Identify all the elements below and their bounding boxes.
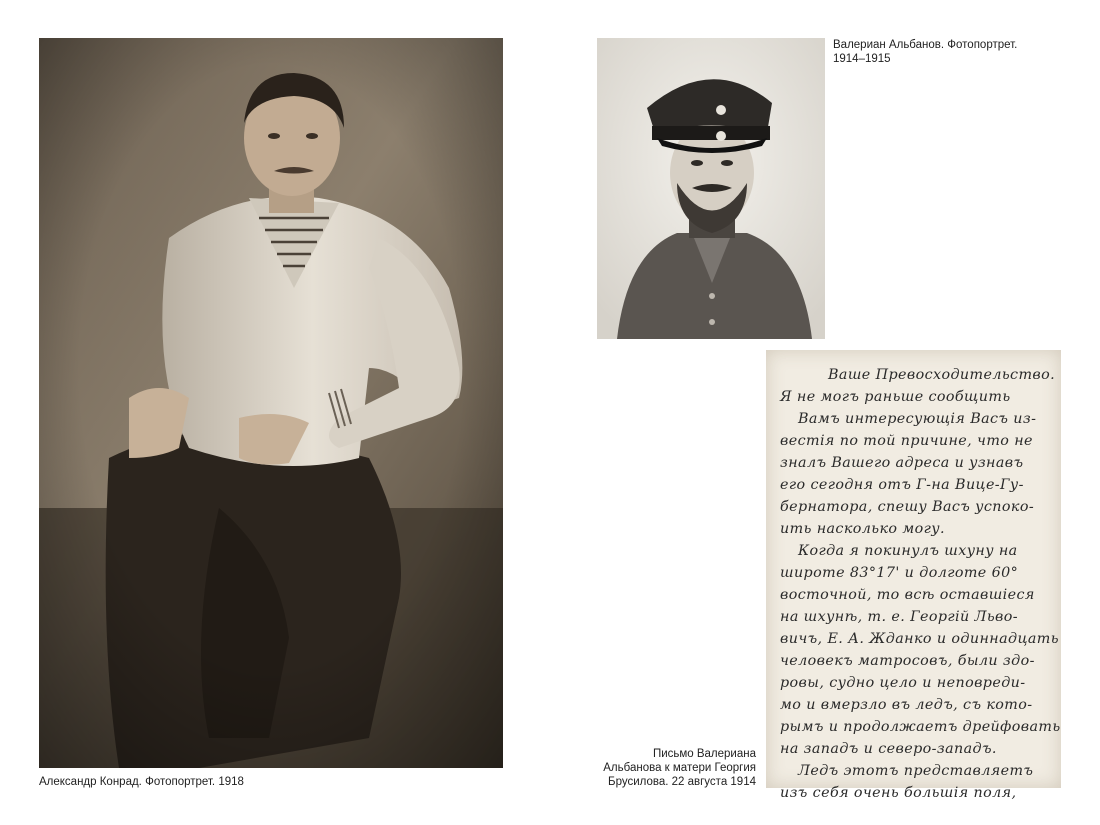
albanov-caption-line-1: Валериан Альбанов. Фотопортрет. xyxy=(833,39,1018,51)
letter-line: ровы, судно цело и неповреди- xyxy=(780,675,1026,691)
letter-line: рымъ и продолжаетъ дрейфовать xyxy=(780,719,1061,735)
letter-line: широте 83°17' и долготе 60° xyxy=(780,565,1019,581)
letter-line: восточной, то всѣ оставшіеся xyxy=(780,587,1035,603)
letter-line: на шхунѣ, т. е. Георгій Льво- xyxy=(780,609,1019,625)
letter-line: на западъ и северо-западъ. xyxy=(780,741,997,757)
conrad-photo-caption: Александр Конрад. Фотопортрет. 1918 xyxy=(39,776,244,788)
albanov-portrait-photo xyxy=(597,38,825,339)
letter-line: мо и вмерзло въ ледъ, съ кото- xyxy=(780,697,1033,713)
albanov-photo-caption xyxy=(833,38,1053,66)
letter-line: Когда я покинулъ шхуну на xyxy=(798,543,1018,559)
handwritten-letter-photo xyxy=(766,350,1061,801)
letter-line: человекъ матросовъ, были здо- xyxy=(780,653,1035,669)
letter-caption-line-3: Брусилова. 22 августа 1914 xyxy=(608,776,756,788)
letter-line: зналъ Вашего адреса и узнавъ xyxy=(780,455,1024,471)
letter-caption-line-2: Альбанова к матери Георгия xyxy=(603,762,756,774)
conrad-portrait-photo xyxy=(39,38,503,768)
letter-line: Ваше Превосходительство. xyxy=(828,367,1056,383)
letter-line: ить насколько могу. xyxy=(780,521,945,537)
letter-text xyxy=(766,350,1061,801)
albanov-caption-line-2: 1914–1915 xyxy=(833,53,891,65)
letter-line: Я не могъ раньше сообщить xyxy=(780,389,1011,405)
letter-caption-line-1: Письмо Валериана xyxy=(652,748,756,760)
letter-line: изъ себя очень большія поля, xyxy=(780,785,1017,801)
letter-line: его сегодня отъ Г-на Вице-Гу- xyxy=(780,477,1024,493)
letter-line: вестія по той причине, что не xyxy=(780,433,1033,449)
letter-photo-caption xyxy=(586,747,756,789)
letter-line: вичъ, Е. А. Жданко и одиннадцать xyxy=(780,631,1059,647)
letter-line: бернатора, спешу Васъ успоко- xyxy=(780,499,1035,515)
letter-line: Ледъ этотъ представляетъ xyxy=(798,763,1034,779)
letter-line: Вамъ интересующія Васъ из- xyxy=(798,411,1037,427)
